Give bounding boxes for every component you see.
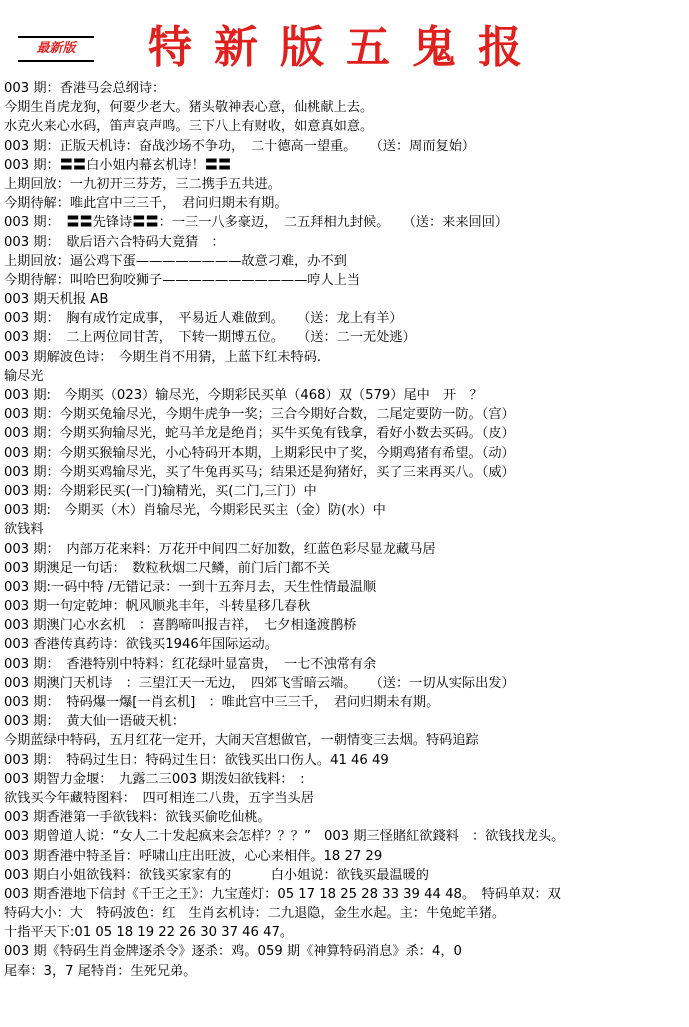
text-line: 今期蓝绿中特码，五月红花一定开，大闹天宫想做官，一朝情变三去烟。特码追踪 [4, 733, 479, 749]
document-body [4, 79, 687, 981]
page-title: 特新版五鬼报 [148, 22, 544, 73]
new-version-badge: 最新版 [18, 36, 94, 62]
text-line: 输尽光 [4, 368, 44, 384]
text-line: 上期回放：逼公鸡下蛋————————故意刁难，办不到 [4, 253, 347, 269]
text-line: 003 期香港地下信封《千王之王》：九宝莲灯：05 17 18 25 28 33 39 44 48。 特码单双：双 [4, 886, 561, 902]
text-line: 003 期：今期买鸡输尽光，买了牛兔再买马；结果还是狗猪好，买了三来再买八。（威） [4, 464, 515, 480]
text-line: 003 期澳足一句话： 数粒秋烟二尺鳞，前门后门都不关 [4, 560, 331, 576]
text-line: 003 期白小姐欲钱料：欲钱买家家有的 白小姐说：欲钱买最温暖的 [4, 867, 429, 883]
text-line: 003 期：香港马会总纲诗： [4, 81, 166, 96]
text-line: 003 期： 黄大仙一语破天机： [4, 714, 186, 730]
text-line: 003 期: 今期买（023）输尽光，今期彩民买单（468）双（579）尾中 开 ？ [4, 388, 483, 403]
text-line: 003 期一句定乾坤：帆风顺兆丰年，斗转星移几春秋 [4, 599, 311, 615]
text-line: 003 期： 香港特别中特料：红花绿叶显富贵， 一七不浊常有余 [4, 656, 377, 672]
text-line: 尾奉：3，7 尾特肖：生死兄弟。 [4, 963, 197, 979]
text-line: 003 期: 今期买（木）肖输尽光，今期彩民买主（金）防(水）中 [4, 503, 386, 519]
text-line: 003 香港传真药诗：欲钱买1946年国际运动。 [4, 637, 278, 653]
text-line: 003 期解波色诗： 今期生肖不用猜，上蓝下红未特码. [4, 349, 322, 365]
text-line: 003 期智力金堰： 九露二三003 期泼妇欲钱料： : [4, 771, 305, 787]
text-line: 特码大小：大 特码波色：红 生肖玄机诗：二九退隐，金生水起。主：牛兔蛇羊猪。 [4, 906, 506, 922]
text-line: 上期回放：一九初开三芬芳，三二携手五共进。 [4, 176, 281, 192]
text-line: 003 期澳门天机诗 ：三望江天一无边， 四郊飞雪暗云端。 （送：一切从实际出发） [4, 675, 515, 691]
text-line: 003 期：今期买狗输尽光，蛇马羊龙是绝肖；买牛买兔有钱拿，看好小数去买码。（皮） [4, 426, 515, 442]
text-line: 003 期： 胸有成竹定成事， 平易近人难做到。 （送：龙上有羊） [4, 311, 403, 327]
text-line: 003 期： 特码过生日：特码过生日：欲钱买出口伤人。41 46 49 [4, 752, 389, 768]
text-line: 003 期香港第一手欲钱料：欲钱买偷吃仙桃。 [4, 810, 271, 826]
text-line: 003 期： 内部万花来料：万花开中间四二好加数，红蓝色彩尽显龙藏马居 [4, 541, 436, 557]
text-line: 欲钱料 [4, 522, 44, 538]
text-line: 003 期澳门心水玄机 ：喜鹊啼叫报吉祥， 七夕相逢渡鹊桥 [4, 618, 357, 634]
text-line: 今期生肖虎龙狗，何要少老大。猪头敬神表心意，仙桃献上去。 [4, 100, 374, 116]
text-line: 003 期《特码生肖金牌逐杀令》逐杀：鸡。059 期《神算特码消息》杀：4，0 [4, 944, 462, 960]
text-line: 003 期：今期彩民买(一门)输精光，买(二门,三门）中 [4, 483, 317, 499]
text-line: 水克火来心水码，笛声哀声鸣。三下八上有财收，如意真如意。 [4, 119, 374, 135]
text-line: 003 期： 〓〓先锋诗〓〓：一三一八多豪迈， 二五拜相九封候。 （送：来来回回） [4, 215, 509, 231]
text-line: 003 期： 二上两位同甘苦， 下转一期博五位。 （送：二一无处逃） [4, 330, 416, 346]
text-line: 003 期天机报 AB [4, 292, 109, 308]
text-line: 003 期： 特码爆一爆[一肖玄机] ：唯此宫中三三千， 君问归期未有期。 [4, 695, 440, 710]
text-line: 003 期:一码中特 /无错记录：一到十五奔月去，天生性情最温顺 [4, 579, 377, 595]
page-header [0, 0, 689, 82]
text-line: 十指平天下:01 05 18 19 22 26 30 37 46 47。 [4, 925, 294, 941]
text-line: 003 期香港中特圣旨：呼啸山庄出旺波，心心来相伴。18 27 29 [4, 848, 383, 864]
text-line: 003 期：〓〓白小姐内幕玄机诗！〓〓 [4, 157, 232, 173]
text-line: 003 期：正版天机诗：奋战沙场不争功， 二十德高一望重。 （送：周而复始） [4, 138, 476, 154]
text-line: 003 期：今期买猴输尽光，小心特码开本期，上期彩民中了奖，今期鸡猪有希望。（动） [4, 445, 515, 461]
text-line: 欲钱买今年藏特图料： 四可相连二八贵，五字当头居 [4, 790, 314, 806]
text-line: 003 期：今期买兔输尽光，今期牛虎争一奖；三合今期好合数，二尾定要防一防。（宫） [4, 407, 515, 423]
text-line: 003 期： 歇后语六合特码大竟猜 ： [4, 234, 225, 250]
text-line: 今期待解：唯此宫中三三千， 君问归期未有期。 [4, 196, 288, 212]
text-line: 003 期曾道人说：“女人二十发起疯来会怎样？？？” 003 期三怪賭紅欲錢料 ：欲钱找龙头。 [4, 829, 565, 845]
text-line: 今期待解：叫哈巴狗咬狮子———————————哼人上当 [4, 272, 361, 288]
